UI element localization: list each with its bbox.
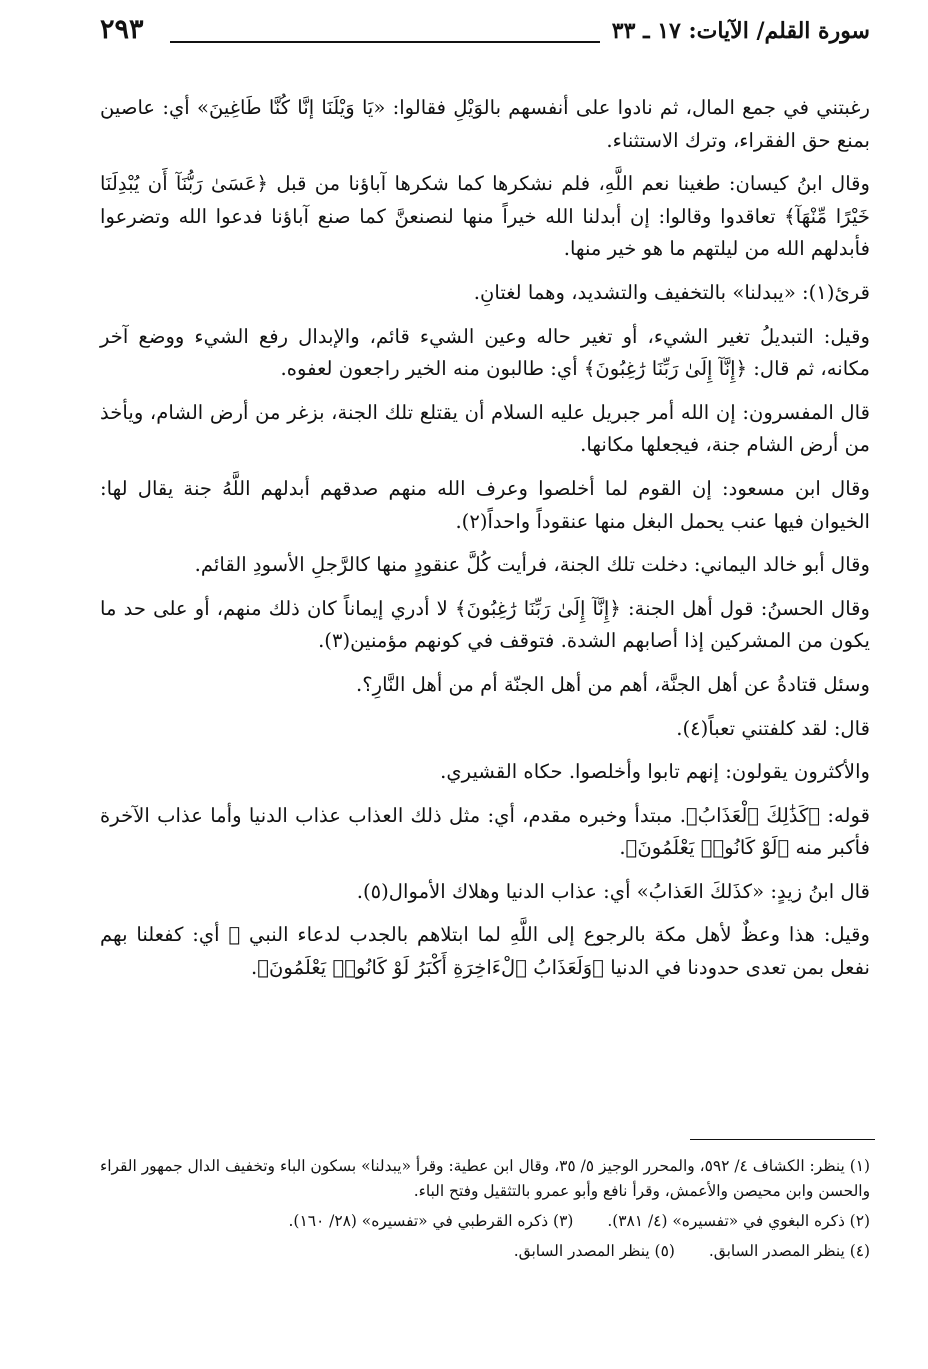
- running-title: سورة القلم/ الآيات: ١٧ ـ ٣٣: [611, 18, 870, 44]
- paragraph: رغبتني في جمع المال، ثم نادوا على أنفسهم بالوَيْلِ فقالوا: «يَا وَيْلَنَا إنَّا كُنَّا طَاغِينَ» أي: عاصين بمنع حق الفقراء، وترك الاستثناء.: [100, 96, 870, 152]
- paragraph: وقال ابنُ كيسان: طغينا نعم اللَّهِ، فلم نشكرها كما شكرها آباؤنا من قبل ﴿عَسَىٰ رَبُّنَآ أَن يُبْدِلَنَا خَيْرًا مِّنْهَآ﴾ تعاقدوا وقالوا: إن أبدلنا الله خيراً منها لنصنعنَّ كما صنع آباؤنا فدعوا الله وتضرعوا فأبدلهم الله من ليلتهم ما هو خير منها.: [100, 172, 870, 261]
- paragraph: وقال أبو خالد اليماني: دخلت تلك الجنة، فرأيت كُلَّ عنقودٍ منها كالرَّجلِ الأسودِ القائم.: [194, 553, 870, 577]
- footnote-3: (٣) ذكره القرطبي في «تفسيره» (٢٨/ ١٦٠).: [288, 1212, 574, 1230]
- paragraph: وقال ابن مسعود: إن القوم لما أخلصوا وعرف الله منهم صدقهم أبدلهم اللَّهُ جنة يقال لها: الخيوان فيها عنب يحمل البغل منها عنقوداً واحداً(٢).: [100, 476, 870, 533]
- paragraph: قال ابنُ زيدٍ: «كذَلكَ العَذابُ» أي: عذاب الدنيا وهلاك الأموال(٥).: [356, 879, 870, 903]
- footnote-5: (٥) ينظر المصدر السابق.: [513, 1242, 675, 1260]
- header-rule: [170, 41, 600, 43]
- paragraph: والأكثرون يقولون: إنهم تابوا وأخلصوا. حكاه القشيري.: [440, 760, 870, 784]
- paragraph: قرئ(١): «يبدلنا» بالتخفيف والتشديد، وهما لغتانِ.: [473, 280, 870, 304]
- paragraph: وقيل: هذا وعظٌ لأهل مكة بالرجوع إلى اللَّهِ لما ابتلاهم بالجدب لدعاء النبي ﷺ أي: كفعلنا بهم نفعل بمن تعدى حدودنا في الدنيا ﴿وَلَعَذَابُ ٱلْءَاخِرَةِ أَكْبَرُ لَوْ كَانُوا۟ يَعْلَمُونَ﴾.: [100, 923, 870, 980]
- paragraph: وسئل قتادةُ عن أهل الجنَّة، أهم من أهل الجنّة أم من أهل النَّارِ؟.: [356, 672, 870, 696]
- footnote-1: (١) ينظر: الكشاف ٤/ ٥٩٢، والمحرر الوجيز ٥/ ٣٥، وقال ابن عطية: وقرأ «يبدلنا» بسكون الباء وتخفيف الدال جمهور القراء والحسن وابن محيصن والأعمش، وقرأ نافع وأبو عمرو بالتثقيل وفتح الباء.: [100, 1157, 871, 1200]
- footnote-rule: [690, 1139, 875, 1140]
- footnote-row: [100, 1209, 870, 1234]
- footnote-2: (٢) ذكره البغوي في «تفسيره» (٤/ ٣٨١).: [607, 1212, 870, 1230]
- paragraph: وقال الحسنُ: قول أهل الجنة: ﴿إِنَّآ إِلَىٰ رَبِّنَا رَٰغِبُونَ﴾ لا أدري إيماناً كان ذلك منهم، أو على حد ما يكون من المشركين إذا أصابهم الشدة. فتوقف في كونهم مؤمنين(٣).: [100, 596, 870, 653]
- footnotes: [100, 1154, 870, 1269]
- paragraph: وقيل: التبديلُ تغير الشيء، أو تغير حاله وعين الشيء قائم، والإبدال رفع الشيء ووضع آخر مكانه، ثم قال: ﴿إِنَّآ إِلَىٰ رَبِّنَا رَٰغِبُونَ﴾ أي: طالبون منه الخير راجعون لعفوه.: [100, 324, 870, 381]
- paragraph: قوله: ﴿كَذَٰلِكَ ٱلْعَذَابُ﴾. مبتدأ وخبره مقدم، أي: مثل ذلك العذاب عذاب الدنيا وأما عذاب الآخرة فأكبر منه ﴿لَوْ كَانُوا۟ يَعْلَمُونَ﴾.: [100, 803, 870, 860]
- paragraph: قال: لقد كلفتني تعباً(٤).: [676, 716, 870, 740]
- main-text: [100, 92, 870, 996]
- page-number: ٢٩٣: [100, 14, 144, 45]
- footnote-4: (٤) ينظر المصدر السابق.: [708, 1242, 870, 1260]
- paragraph: قال المفسرون: إن الله أمر جبريل عليه السلام أن يقتلع تلك الجنة، بزغر من أرض الشام، ويأخذ من أرض الشام جنة، فيجعلها مكانها.: [100, 400, 870, 457]
- page-header: [100, 14, 870, 54]
- footnote-row: [100, 1239, 870, 1264]
